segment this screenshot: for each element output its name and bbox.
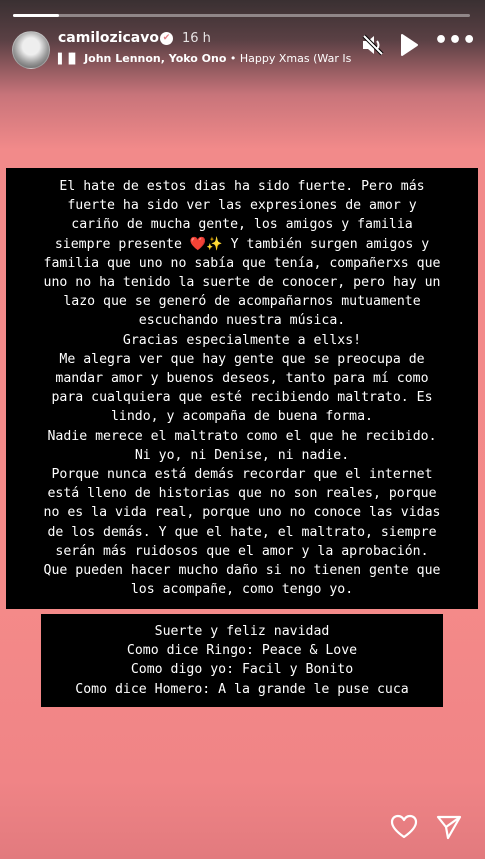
- sparkles-emoji-icon: ✨: [206, 236, 223, 252]
- play-icon[interactable]: [398, 32, 420, 58]
- music-row[interactable]: [58, 52, 351, 65]
- text-line: familia que uno no sabía que tenía, compañerxs que: [43, 255, 441, 271]
- text-line: para cualquiera que esté recibiendo maltrato. Es: [51, 390, 433, 406]
- main-text-box: [6, 168, 478, 609]
- text-line: Ni yo, ni Denise, ni nadie.: [134, 447, 350, 463]
- verified-badge-icon: ✔: [160, 32, 173, 45]
- username[interactable]: camilozicavo: [58, 30, 159, 46]
- text-line: cariño de mucha gente, los amigos y familia: [71, 217, 413, 233]
- text-line: Como dice Homero: A la grande le puse cuca: [75, 681, 409, 697]
- text-line: Nadie merece el maltrato como el que he recibido.: [47, 428, 437, 444]
- heart-icon[interactable]: [390, 813, 418, 841]
- text-line: uno no ha tenido la suerte de conocer, pero hay un: [43, 275, 441, 291]
- text-line: los acompañe, como tengo yo.: [130, 582, 354, 598]
- music-separator: •: [226, 52, 240, 65]
- text-line: Como dice Ringo: Peace & Love: [126, 643, 358, 659]
- text-line: fuerte ha sido ver las expresiones de amor y: [67, 198, 417, 214]
- text-line-part: Y también surgen amigos y: [222, 236, 430, 252]
- more-options-icon[interactable]: •••: [434, 28, 477, 53]
- text-line: Que pueden hacer mucho daño si no tienen gente que: [43, 563, 441, 579]
- avatar[interactable]: [12, 31, 50, 69]
- text-line: [6, 235, 478, 254]
- music-bars-icon: ▌▐▌: [58, 54, 79, 65]
- red-heart-emoji-icon: ❤️: [181, 236, 207, 252]
- text-line: Porque nunca está demás recordar que el internet: [51, 467, 433, 483]
- text-line: Gracias especialmente a ellxs!: [122, 332, 362, 348]
- text-line: serán más ruidosos que el amor y la aprobación.: [55, 543, 429, 559]
- text-line: escuchando nuestra música.: [138, 313, 346, 329]
- text-line: Suerte y feliz navidad: [154, 624, 330, 639]
- story-progress-fill: [13, 14, 59, 17]
- text-line: mandar amor y buenos deseos, tanto para mí como: [55, 371, 429, 387]
- text-line: Me alegra ver que hay gente que se preocupa de: [59, 351, 425, 367]
- text-line-part: siempre presente: [54, 236, 182, 252]
- music-artist: John Lennon, Yoko Ono: [84, 52, 227, 65]
- text-line: Como digo yo: Facil y Bonito: [130, 662, 354, 678]
- text-line: no es la vida real, porque uno no conoce las vidas: [43, 505, 441, 521]
- text-line: lindo, y acompaña de buena forma.: [110, 409, 373, 425]
- text-line: está lleno de historias que no son reales, porque: [47, 486, 437, 502]
- speaker-muted-icon[interactable]: [360, 32, 386, 58]
- time-ago: 16 h: [182, 31, 211, 46]
- text-line: El hate de estos dias ha sido fuerte. Pero más: [59, 179, 425, 194]
- story-header: [12, 28, 477, 70]
- send-icon[interactable]: [435, 813, 463, 841]
- text-line: de los demás. Y que el hate, el maltrato, siempre: [47, 524, 437, 540]
- text-line: lazo que se generó de acompañarnos mutuamente: [63, 294, 421, 310]
- music-title: Happy Xmas (War Is: [239, 52, 352, 65]
- closing-text-box: [41, 614, 443, 707]
- story-progress-bar: [13, 14, 470, 17]
